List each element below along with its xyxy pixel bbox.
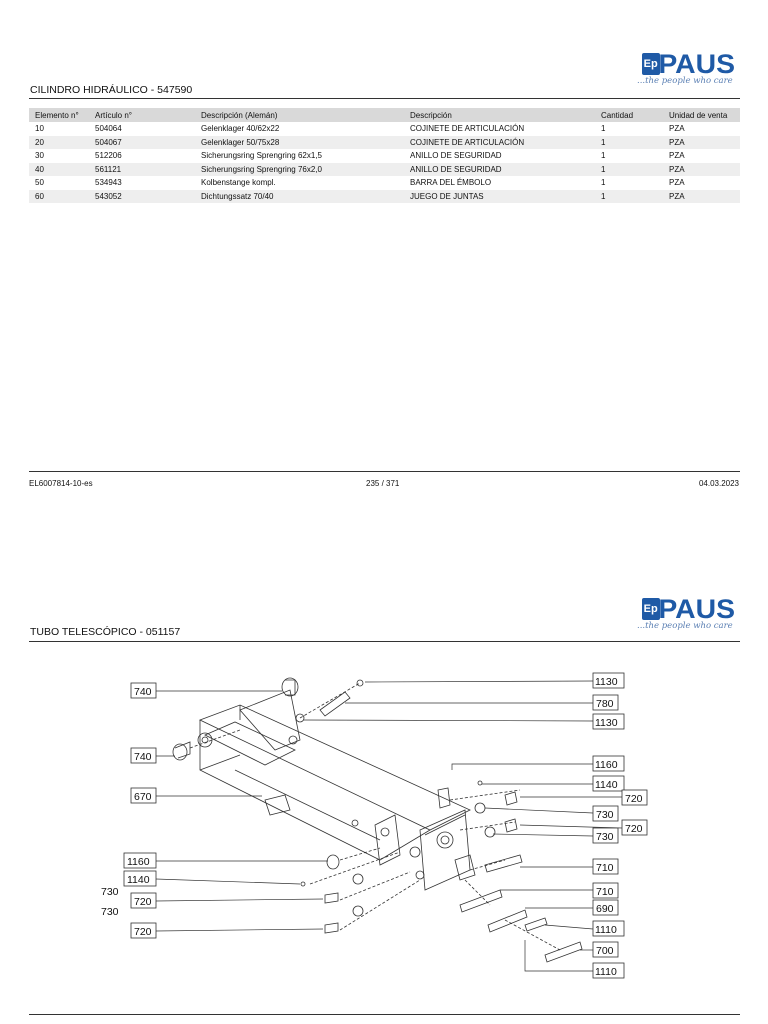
table-row (29, 136, 740, 150)
callout-730: 730 (596, 809, 614, 821)
company-logo (637, 49, 735, 86)
callout-730: 730 (101, 886, 119, 898)
col-header: Elemento n° (29, 108, 89, 122)
callout-1110: 1110 (595, 966, 617, 978)
cell-item: 30 (35, 151, 44, 161)
logo-mark-icon: Ep (642, 598, 660, 620)
callout-740: 740 (134, 751, 152, 763)
logo-tagline: ...the people who care (637, 76, 733, 86)
cell-article: 561121 (89, 163, 195, 177)
callout-720: 720 (625, 823, 643, 835)
company-logo (637, 594, 735, 631)
cell-unit: PZA (663, 136, 740, 150)
cell-qty: 1 (601, 151, 606, 161)
cell-desc-de: Dichtungssatz 70/40 (195, 190, 404, 204)
callout-1160: 1160 (127, 856, 150, 868)
page-title: TUBO TELESCÓPICO - 051157 (30, 626, 181, 638)
cell-article: 504064 (95, 124, 122, 134)
logo-wordmark: PAUS (658, 49, 735, 79)
callout-690: 690 (596, 903, 614, 915)
parts-table (29, 108, 740, 203)
cell-desc-de: Gelenklager 50/75x28 (195, 136, 404, 150)
callout-740: 740 (134, 686, 152, 698)
table-row (29, 176, 740, 190)
table-row (29, 190, 740, 204)
callout-720: 720 (134, 926, 152, 938)
cell-desc: COJINETE DE ARTICULACIÓN (404, 136, 595, 150)
cell-qty: 1 (601, 178, 606, 188)
callout-1140: 1140 (595, 779, 618, 791)
header-divider (29, 98, 740, 99)
cell-desc-de: Sicherungsring Sprengring 62x1,5 (201, 151, 322, 161)
callout-1160: 1160 (595, 759, 618, 771)
cell-item: 40 (29, 163, 89, 177)
cell-desc: ANILLO DE SEGURIDAD (410, 151, 502, 161)
page-title: CILINDRO HIDRÁULICO - 547590 (30, 84, 193, 96)
cell-unit: PZA (669, 178, 685, 188)
top-pins-drawing (173, 678, 363, 760)
cell-item: 50 (35, 178, 44, 188)
cell-unit: PZA (663, 163, 740, 177)
cell-qty: 1 (595, 136, 663, 150)
col-header: Descripción (404, 108, 595, 122)
callout-710: 710 (596, 886, 614, 898)
cell-unit: PZA (669, 151, 685, 161)
callout-730: 730 (596, 831, 614, 843)
callout-720: 720 (625, 793, 643, 805)
callout-670: 670 (134, 791, 152, 803)
callout-730: 730 (101, 906, 119, 918)
wear-plates-drawing (460, 855, 582, 962)
cell-unit: PZA (663, 190, 740, 204)
logo-tagline: ...the people who care (637, 621, 733, 631)
callout-1130: 1130 (595, 717, 618, 729)
cell-article: 512206 (95, 151, 122, 161)
footer-doc-id: EL6007814-10-es (29, 479, 93, 488)
cell-desc-de: Gelenklager 40/62x22 (201, 124, 280, 134)
cell-desc: BARRA DEL ÉMBOLO (410, 178, 492, 188)
cell-item: 10 (35, 124, 44, 134)
footer-date: 04.03.2023 (698, 479, 739, 488)
callout-1140: 1140 (127, 874, 150, 886)
cell-desc-de: Kolbenstange kompl. (201, 178, 276, 188)
cell-desc: ANILLO DE SEGURIDAD (404, 163, 595, 177)
callout-1130: 1130 (595, 676, 618, 688)
cell-qty: 1 (595, 163, 663, 177)
table-row (29, 163, 740, 177)
cell-unit: PZA (669, 124, 685, 134)
callout-700: 700 (596, 945, 614, 957)
exploded-parts-diagram (0, 660, 768, 1010)
callout-780: 780 (596, 698, 614, 710)
cell-desc: COJINETE DE ARTICULACIÓN (410, 124, 525, 134)
callout-710: 710 (596, 862, 614, 874)
callout-720: 720 (134, 896, 152, 908)
cell-qty: 1 (595, 190, 663, 204)
logo-wordmark: PAUS (658, 594, 735, 624)
col-header: Unidad de venta (663, 108, 740, 122)
cell-article: 504067 (89, 136, 195, 150)
footer-divider (29, 471, 740, 472)
leader-lines (156, 681, 622, 971)
logo-mark-icon: Ep (642, 53, 660, 75)
col-header: Descripción (Alemán) (195, 108, 404, 122)
cell-desc-de: Sicherungsring Sprengring 76x2,0 (195, 163, 404, 177)
header-divider (29, 641, 740, 642)
footer-page-number: 235 / 371 (366, 479, 400, 488)
cell-article: 543052 (89, 190, 195, 204)
cell-desc: JUEGO DE JUNTAS (404, 190, 595, 204)
cell-item: 60 (29, 190, 89, 204)
cell-item: 20 (29, 136, 89, 150)
table-row (29, 122, 740, 136)
col-header: Artículo n° (89, 108, 195, 122)
cell-article: 534943 (95, 178, 122, 188)
table-row (29, 149, 740, 163)
col-header: Cantidad (595, 108, 663, 122)
callout-1110: 1110 (595, 924, 617, 936)
footer-divider (29, 1014, 740, 1015)
cell-qty: 1 (601, 124, 606, 134)
table-header-row (29, 108, 740, 122)
assembly-lines (190, 683, 560, 950)
